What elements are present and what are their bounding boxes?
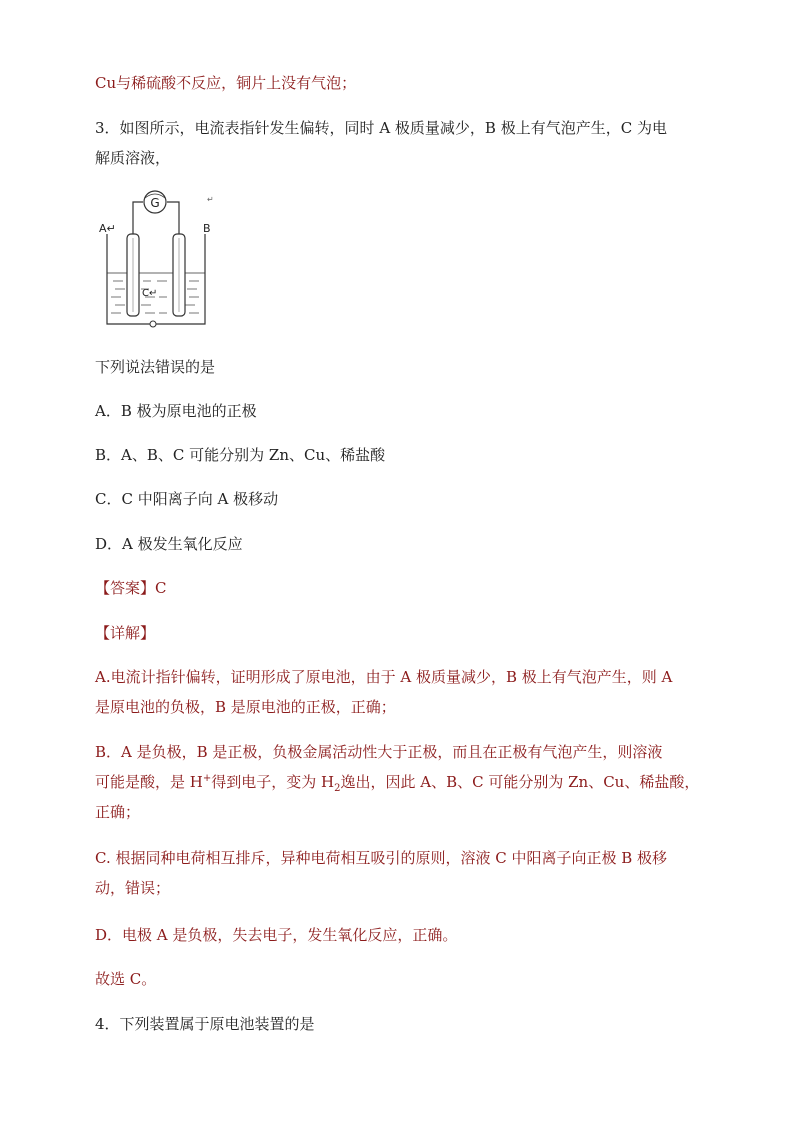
solution-label: C↵ (142, 288, 158, 299)
right-wire (167, 202, 179, 234)
left-wire (133, 202, 143, 234)
q4-stem: 4．下列装置属于原电池装置的是 (95, 1015, 315, 1033)
detail-a-line1: A.电流计指针偏转，证明形成了原电池，由于 A 极质量减少，B 极上有气泡产生，则 A (95, 668, 673, 686)
left-label: A↵ (99, 222, 116, 235)
beaker (107, 234, 205, 324)
q3-detail-heading: 【详解】 (95, 624, 156, 642)
detail-a-line2: 是原电池的负极，B 是原电池的正极，正确； (95, 698, 396, 716)
meter-label: G (150, 196, 160, 210)
detail-c-line2: 动，错误； (95, 879, 171, 897)
detail-c-line1: C. 根据同种电荷相互排斥，异种电荷相互吸引的原则，溶液 C 中阳离子向正极 B 极移 (95, 849, 668, 867)
stray-mark: ↵ (207, 195, 214, 204)
q3-option-c: C．C 中阳离子向 A 极移动 (95, 490, 279, 508)
q3-stem-line2: 解质溶液， (95, 149, 171, 167)
q3-prompt: 下列说法错误的是 (95, 358, 216, 376)
detail-b-line1: B．A 是负极，B 是正极，负极金属活动性大于正极，而且在正极有气泡产生，则溶液 (95, 743, 663, 761)
detail-b-line2: 可能是酸，是 H+得到电子，变为 $H_2$逸出，因此 A、B、C 可能分别为 Zn、Cu、稀盐酸， (95, 773, 700, 794)
detail-b-line3: 正确； (95, 803, 141, 821)
q3-option-a: A．B 极为原电池的正极 (95, 402, 257, 420)
q3-answer: 【答案】C (95, 579, 167, 597)
detail-d-line1: D．电极 A 是负极，失去电子，发生氧化反应，正确。 (95, 926, 458, 944)
galvanic-cell-figure (95, 186, 235, 331)
q3-conclusion: 故选 C。 (95, 970, 157, 988)
q3-stem-line1: 3．如图所示，电流表指针发生偏转，同时 A 极质量减少，B 极上有气泡产生，C 为电 (95, 119, 667, 137)
prev-explanation-tail: Cu与稀硫酸不反应，铜片上没有气泡； (95, 74, 357, 92)
q3-option-d: D．A 极发生氧化反应 (95, 535, 243, 553)
q3-option-b: B．A、B、C 可能分别为 Zn、Cu、稀盐酸 (95, 446, 386, 464)
right-label: B (203, 222, 211, 235)
